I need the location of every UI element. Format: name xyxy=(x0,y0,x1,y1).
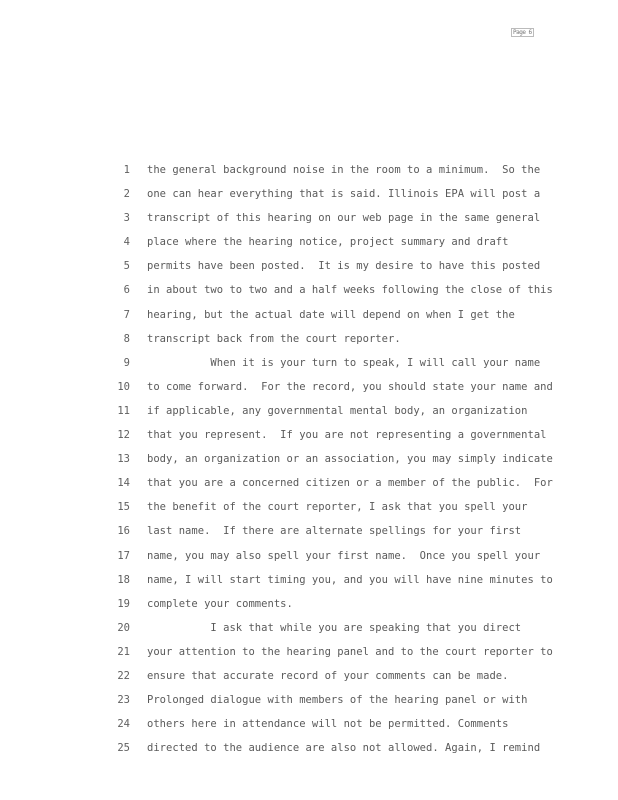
transcript-line xyxy=(0,256,618,280)
line-number: 7 xyxy=(123,308,130,321)
line-number: 2 xyxy=(123,188,130,201)
line-number: 14 xyxy=(117,477,130,490)
line-number: 20 xyxy=(117,621,130,634)
transcript-line xyxy=(0,160,618,184)
line-text: if applicable, any governmental mental body, an organization xyxy=(147,404,528,417)
line-number: 12 xyxy=(117,429,130,442)
transcript-line xyxy=(0,232,618,256)
transcript-line xyxy=(0,473,618,497)
line-number: 15 xyxy=(117,501,130,514)
line-number: 17 xyxy=(117,549,130,562)
line-number: 3 xyxy=(123,212,130,225)
line-text: body, an organization or an association, you may simply indicate xyxy=(147,453,553,466)
transcript-line xyxy=(0,521,618,545)
transcript-body xyxy=(0,160,618,762)
line-text: Prolonged dialogue with members of the hearing panel or with xyxy=(147,694,528,707)
transcript-line xyxy=(0,425,618,449)
transcript-line xyxy=(0,570,618,594)
line-text: ensure that accurate record of your comments can be made. xyxy=(147,669,509,682)
line-text: directed to the audience are also not allowed. Again, I remind xyxy=(147,742,541,755)
transcript-line xyxy=(0,690,618,714)
transcript-line xyxy=(0,546,618,570)
transcript-line xyxy=(0,642,618,666)
transcript-line xyxy=(0,377,618,401)
line-text: in about two to two and a half weeks following the close of this xyxy=(147,284,553,297)
line-text: others here in attendance will not be permitted. Comments xyxy=(147,718,509,731)
line-number: 21 xyxy=(117,645,130,658)
line-number: 5 xyxy=(123,260,130,273)
line-number: 16 xyxy=(117,525,130,538)
line-text: last name. If there are alternate spellings for your first xyxy=(147,525,522,538)
transcript-line xyxy=(0,497,618,521)
line-number: 10 xyxy=(117,380,130,393)
line-text: to come forward. For the record, you should state your name and xyxy=(147,380,553,393)
line-number: 9 xyxy=(123,356,130,369)
line-text: the general background noise in the room to a minimum. So the xyxy=(147,164,541,176)
line-text: transcript of this hearing on our web page in the same general xyxy=(147,212,541,225)
line-text: permits have been posted. It is my desire to have this posted xyxy=(147,260,541,273)
line-text: name, I will start timing you, and you will have nine minutes to xyxy=(147,573,553,586)
line-number: 13 xyxy=(117,453,130,466)
transcript-line xyxy=(0,353,618,377)
line-number: 22 xyxy=(117,669,130,682)
line-text: hearing, but the actual date will depend on when I get the xyxy=(147,308,515,321)
line-number: 8 xyxy=(123,332,130,345)
transcript-line xyxy=(0,329,618,353)
line-number: 24 xyxy=(117,718,130,731)
transcript-line xyxy=(0,280,618,304)
transcript-line xyxy=(0,208,618,232)
transcript-line xyxy=(0,449,618,473)
line-number: 6 xyxy=(123,284,130,297)
line-number: 18 xyxy=(117,573,130,586)
line-number: 19 xyxy=(117,597,130,610)
line-number: 1 xyxy=(123,164,130,176)
transcript-line xyxy=(0,594,618,618)
line-number: 11 xyxy=(117,404,130,417)
transcript-line xyxy=(0,618,618,642)
transcript-line xyxy=(0,401,618,425)
line-text: your attention to the hearing panel and to the court reporter to xyxy=(147,645,553,658)
line-text: that you represent. If you are not representing a governmental xyxy=(147,429,547,442)
page-number: Page 6 xyxy=(513,29,532,36)
transcript-line xyxy=(0,666,618,690)
line-text: one can hear everything that is said. Illinois EPA will post a xyxy=(147,188,541,201)
line-text: place where the hearing notice, project summary and draft xyxy=(147,236,509,249)
line-text: that you are a concerned citizen or a member of the public. For xyxy=(147,477,553,490)
line-number: 25 xyxy=(117,742,130,755)
transcript-line xyxy=(0,184,618,208)
line-text: complete your comments. xyxy=(147,597,293,610)
transcript-line xyxy=(0,714,618,738)
line-text: When it is your turn to speak, I will call your name xyxy=(147,356,541,369)
line-text: the benefit of the court reporter, I ask that you spell your xyxy=(147,501,528,514)
line-text: I ask that while you are speaking that you direct xyxy=(147,621,522,634)
line-number: 23 xyxy=(117,694,130,707)
line-text: transcript back from the court reporter. xyxy=(147,332,401,345)
line-number: 4 xyxy=(123,236,130,249)
transcript-line xyxy=(0,738,618,762)
transcript-line xyxy=(0,305,618,329)
line-text: name, you may also spell your first name. Once you spell your xyxy=(147,549,541,562)
